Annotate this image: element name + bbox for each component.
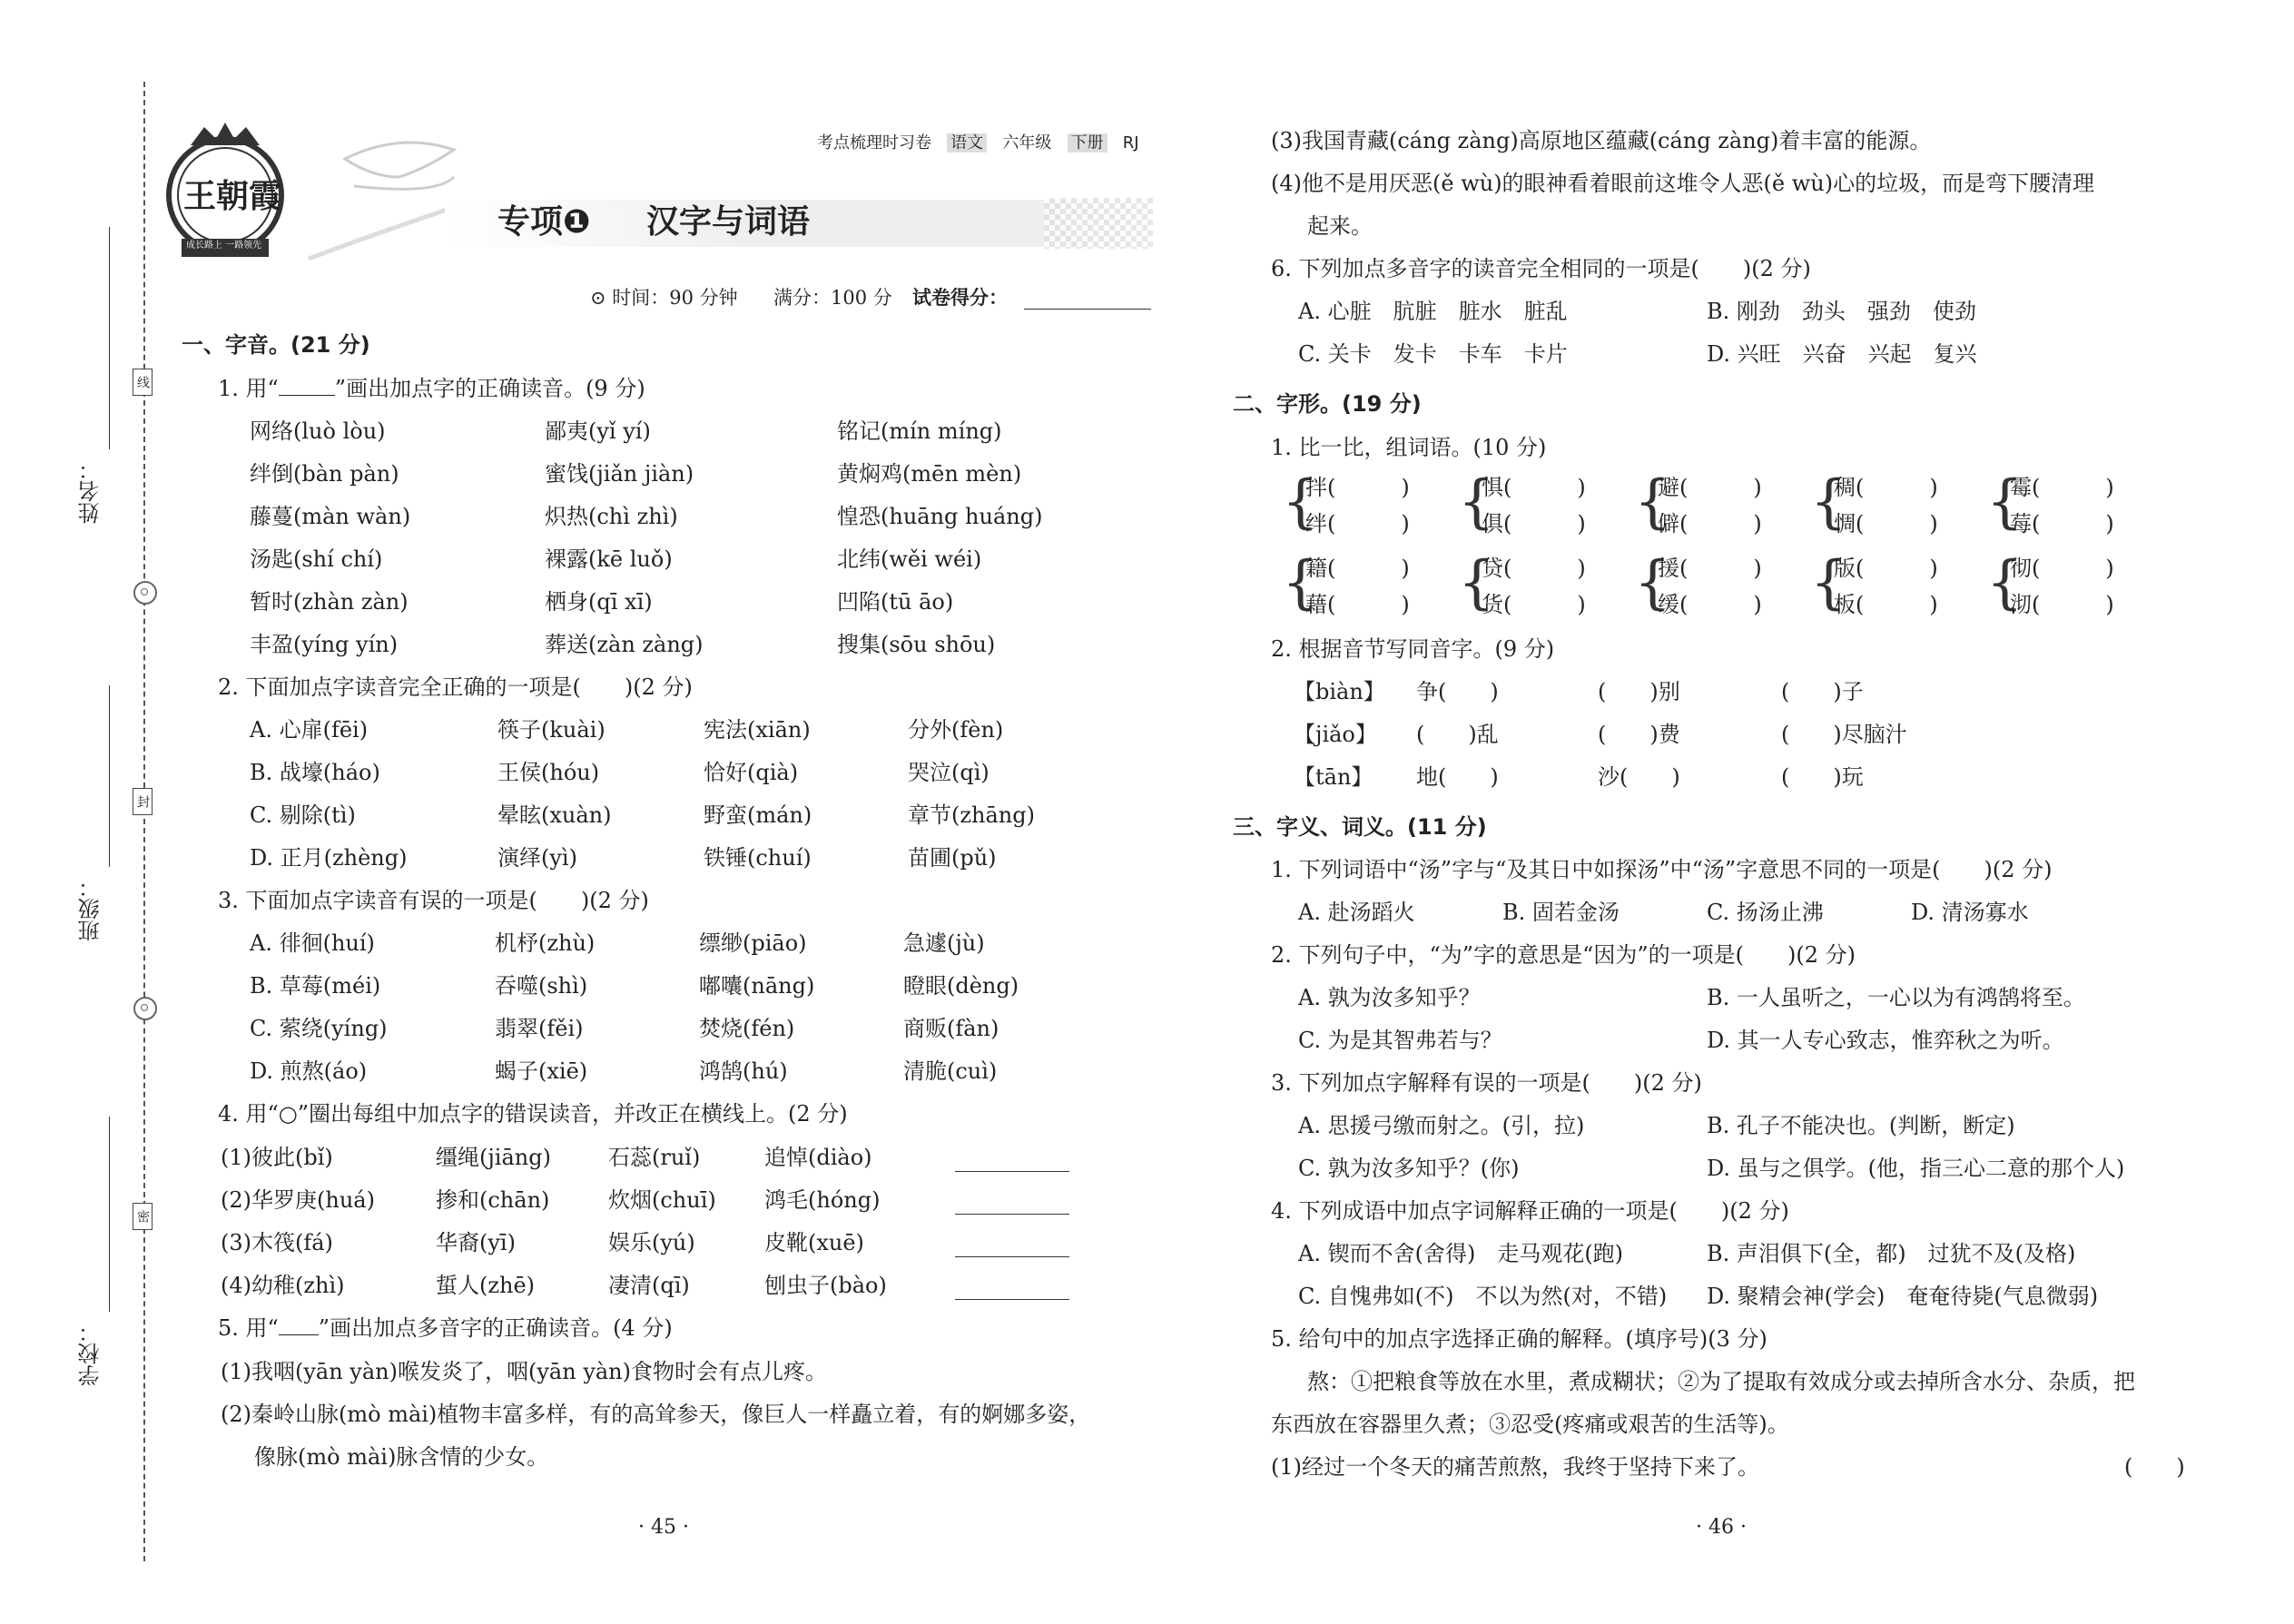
- q2-item: 恰好(qià): [704, 760, 799, 785]
- section-1-title: 一、字音。(21 分): [182, 332, 370, 358]
- q3-option-a[interactable]: A. 徘徊(huí): [250, 930, 375, 956]
- title-prefix: 专项❶: [497, 203, 591, 241]
- rosette-icon: [133, 581, 157, 605]
- paper-score-label: 试卷得分：: [912, 287, 1008, 309]
- q5-cont-line: (4)他不是用厌恶(ě wù)的眼神看着眼前这堆令人恶(ě wù)心的垃圾，而是弯下腰清理: [1271, 171, 2095, 196]
- q1-item: 藤蔓(màn wàn): [250, 504, 411, 529]
- q1-stem-post: ”画出加点字的正确读音。(9 分): [334, 376, 645, 401]
- q6-stem: 6. 下列加点多音字的读音完全相同的一项是( )(2 分): [1271, 256, 1811, 281]
- s3q4-stem: 4. 下列成语中加点字词解释正确的一项是( )(2 分): [1271, 1198, 1789, 1224]
- title-checker-pattern: [1044, 198, 1153, 249]
- q1-item: 蜜饯(jiǎn jiàn): [545, 461, 694, 487]
- q4-item: 娱乐(yú): [608, 1230, 695, 1255]
- s2q1-stem: 1. 比一比，组词语。(10 分): [1271, 435, 1547, 460]
- q1-stem-pre: 1. 用“: [218, 376, 279, 401]
- homophone-blank[interactable]: ( )玩: [1781, 764, 1864, 790]
- section-3-title: 三、字义、词义。(11 分): [1233, 814, 1487, 840]
- s3q4-option-c[interactable]: C. 自愧弗如(不) 不以为然(对，不错): [1298, 1284, 1668, 1309]
- q3-option-c[interactable]: C. 萦绕(yíng): [250, 1016, 388, 1041]
- q4-answer-line[interactable]: [955, 1299, 1069, 1300]
- compare-word[interactable]: 惆( ): [1834, 511, 1938, 536]
- q1-item: 炽热(chì zhì): [545, 504, 678, 529]
- compare-word[interactable]: 僻( ): [1658, 511, 1762, 536]
- s3q5-definition: 东西放在容器里久煮；③忍受(疼痛或艰苦的生活等)。: [1271, 1412, 1789, 1437]
- q3-item: 翡翠(fěi): [495, 1016, 584, 1041]
- q5-line: (2)秦岭山脉(mò mài)植物丰富多样，有的高耸参天，像巨人一样矗立着，有的婀娜多姿，: [221, 1402, 1091, 1427]
- q4-item: 缰绳(jiāng): [436, 1145, 551, 1170]
- compare-word[interactable]: 贷( ): [1482, 556, 1586, 581]
- section-2-title: 二、字形。(19 分): [1233, 391, 1422, 417]
- seal-secret: 密: [133, 1203, 153, 1230]
- homophone-blank[interactable]: ( )乱: [1416, 722, 1499, 747]
- s3q3-option-b[interactable]: B. 孔子不能决也。(判断，断定): [1707, 1113, 2015, 1138]
- meta-edition: RJ: [1122, 133, 1139, 153]
- homophone-blank[interactable]: 地( ): [1416, 764, 1499, 790]
- class-label: 班级：: [78, 876, 103, 941]
- q1-item: 汤匙(shí chí): [250, 546, 383, 572]
- q4-item: 皮靴(xuē): [764, 1230, 864, 1255]
- q2-option-b[interactable]: B. 战壕(háo): [250, 760, 380, 785]
- q3-item: 急遽(jù): [903, 930, 985, 956]
- page-title: 汉字与词语: [646, 203, 811, 241]
- q3-item: 商贩(fàn): [903, 1016, 999, 1041]
- q4-item: 刨虫子(bào): [764, 1273, 887, 1298]
- q1-item: 铭记(mín míng): [837, 418, 1002, 444]
- brace: {: [1634, 468, 1671, 536]
- s3q4-option-b[interactable]: B. 声泪俱下(全，都) 过犹不及(及格): [1707, 1241, 2076, 1266]
- q5-cont-line: 起来。: [1307, 213, 1373, 239]
- q4-item: 石蕊(ruǐ): [608, 1145, 701, 1170]
- q2-item: 苗圃(pǔ): [908, 845, 997, 871]
- binding-dashed-line: [143, 82, 145, 1561]
- q2-item: 王侯(hóu): [497, 760, 600, 785]
- s3q3-option-c[interactable]: C. 孰为汝多知乎？(你): [1298, 1156, 1520, 1181]
- s3q4-option-d[interactable]: D. 聚精会神(学会) 奄奄待毙(气息微弱): [1707, 1284, 2099, 1309]
- q1-item: 惶恐(huāng huáng): [837, 504, 1043, 529]
- compare-word[interactable]: 避( ): [1658, 475, 1762, 500]
- q1-item: 北纬(wěi wéi): [837, 546, 982, 572]
- q4-stem: 4. 用“○”圈出每组中加点字的错误读音，并改正在横线上。(2 分): [218, 1101, 848, 1127]
- meta-subject: 语文: [947, 133, 987, 153]
- compare-word[interactable]: 俱( ): [1482, 511, 1586, 536]
- q3-item: 瞪眼(dèng): [903, 973, 1019, 999]
- q2-item: 野蛮(mán): [704, 802, 812, 828]
- q4-item: 掺和(chān): [436, 1187, 550, 1213]
- compare-word[interactable]: 霉( ): [2010, 475, 2114, 500]
- q4-item: 凄清(qī): [608, 1273, 690, 1298]
- compare-word[interactable]: 籍( ): [1305, 556, 1410, 581]
- s3q1-stem: 1. 下列词语中“汤”字与“及其日中如探汤”中“汤”字意思不同的一项是( )(2 分): [1271, 857, 2053, 882]
- brace: {: [1986, 549, 2023, 616]
- compare-word[interactable]: 拌( ): [1305, 475, 1410, 500]
- homophone-blank[interactable]: 沙( ): [1598, 764, 1680, 790]
- q1-item: 鄙夷(yǐ yí): [545, 418, 651, 444]
- syllable-label: 【tān】: [1294, 764, 1373, 790]
- s3q3-option-a[interactable]: A. 思援弓缴而射之。(引，拉): [1298, 1113, 1585, 1138]
- q1-item: 搜集(sōu shōu): [837, 632, 996, 657]
- s3q3-stem: 3. 下列加点字解释有误的一项是( )(2 分): [1271, 1070, 1702, 1096]
- q3-item: 清脆(cuì): [903, 1058, 998, 1084]
- s3q4-option-a[interactable]: A. 锲而不舍(舍得) 走马观花(跑): [1298, 1241, 1624, 1266]
- q4-item: (1)彼此(bǐ): [221, 1145, 333, 1170]
- q4-answer-line[interactable]: [955, 1256, 1069, 1257]
- q5-cont-line: (3)我国青藏(cáng zàng)高原地区蕴藏(cáng zàng)着丰富的能源。: [1271, 128, 1932, 153]
- q3-item: 吞噬(shì): [495, 973, 588, 999]
- s3q1-option-c[interactable]: C. 扬汤止沸: [1707, 900, 1824, 925]
- homophone-blank[interactable]: ( )尽脑汁: [1781, 722, 1907, 747]
- q4-item: 鸿毛(hóng): [764, 1187, 881, 1213]
- q1-item: 栖身(qī xī): [545, 589, 653, 615]
- meta-series: 考点梳理时习卷: [817, 133, 931, 153]
- compare-word[interactable]: 货( ): [1482, 592, 1586, 617]
- brand-name: 王朝霞: [183, 177, 282, 215]
- s3q5-definition: 熬：①把粮食等放在水里，煮成糊状；②为了提取有效成分或去掉所含水分、杂质，把: [1307, 1369, 2135, 1394]
- q1-item: 绊倒(bàn pàn): [250, 461, 399, 487]
- q5-stem-post: ”画出加点多音字的正确读音。(4 分): [318, 1315, 673, 1341]
- q1-item: 暂时(zhàn zàn): [250, 589, 409, 615]
- s2q2-stem: 2. 根据音节写同音字。(9 分): [1271, 636, 1555, 662]
- q2-stem: 2. 下面加点字读音完全正确的一项是( )(2 分): [218, 674, 693, 700]
- brace: {: [1282, 468, 1319, 536]
- name-field-line[interactable]: [109, 227, 110, 449]
- q1-item: 网络(luò lòu): [250, 418, 386, 444]
- page-number-right: · 46 ·: [1696, 1516, 1747, 1539]
- class-field-line[interactable]: [109, 685, 110, 867]
- seal-line: 线: [133, 369, 153, 396]
- q5-stem: [218, 1314, 673, 1342]
- q2-item: 哭泣(qì): [908, 760, 989, 785]
- q3-stem: 3. 下面加点字读音有误的一项是( )(2 分): [218, 888, 649, 913]
- meta-grade: 六年级: [1002, 133, 1052, 153]
- page-number-left: · 45 ·: [638, 1516, 689, 1539]
- q2-item: 铁锤(chuí): [704, 845, 812, 871]
- brace: {: [1634, 549, 1671, 616]
- syllable-label: 【biàn】: [1294, 679, 1385, 704]
- q1-item: 凹陷(tū āo): [837, 589, 954, 615]
- school-label: 学校：: [78, 1321, 103, 1386]
- q4-item: (2)华罗庚(huá): [221, 1187, 375, 1213]
- q6-option-b[interactable]: B. 刚劲 劲头 强劲 使劲: [1707, 299, 1976, 324]
- s3q5-stem: 5. 给句中的加点字选择正确的解释。(填序号)(3 分): [1271, 1326, 1767, 1352]
- header-meta: [817, 130, 1139, 153]
- q1-stem: [218, 375, 645, 402]
- exam-time: ⊙ 时间：90 分钟: [590, 287, 738, 309]
- q3-item: 焚烧(fén): [699, 1016, 795, 1041]
- s3q2-option-c[interactable]: C. 为是其智弗若与？: [1298, 1028, 1502, 1053]
- q3-item: 嘟囔(nāng): [699, 973, 815, 999]
- s3q1-option-b[interactable]: B. 固若金汤: [1502, 900, 1620, 925]
- q2-option-a[interactable]: A. 心扉(fēi): [250, 717, 369, 743]
- underline-sample: [279, 395, 335, 396]
- s3q1-option-d[interactable]: D. 清汤寡水: [1911, 900, 2029, 925]
- q3-item: 蝎子(xiē): [495, 1058, 588, 1084]
- q6-option-d[interactable]: D. 兴旺 兴奋 兴起 复兴: [1707, 341, 1977, 367]
- q3-item: 鸿鹄(hú): [699, 1058, 788, 1084]
- homophone-blank[interactable]: ( )费: [1598, 722, 1680, 747]
- q5-line: (1)我咽(yān yàn)喉发炎了，咽(yān yàn)食物时会有点儿疼。: [221, 1359, 828, 1384]
- s3q2-stem: 2. 下列句子中，“为”字的意思是“因为”的一项是( )(2 分): [1271, 942, 1856, 968]
- seal-seal: 封: [133, 788, 153, 815]
- rosette-icon: [133, 997, 157, 1020]
- brace: {: [1810, 549, 1847, 616]
- compare-word[interactable]: 缓( ): [1658, 592, 1762, 617]
- q1-item: 丰盈(yíng yín): [250, 632, 399, 657]
- compare-word[interactable]: 沏( ): [2010, 592, 2114, 617]
- q4-item: 追悼(diào): [764, 1145, 872, 1170]
- brace: {: [1458, 549, 1495, 616]
- s3q3-option-d[interactable]: D. 虽与之俱学。(他，指三心二意的那个人): [1707, 1156, 2125, 1181]
- underline-sample: [279, 1334, 319, 1335]
- homophone-blank[interactable]: ( )子: [1781, 679, 1864, 704]
- q2-item: 演绎(yì): [497, 845, 577, 871]
- compare-word[interactable]: 彻( ): [2010, 556, 2114, 581]
- q2-option-c[interactable]: C. 剔除(tì): [250, 802, 356, 828]
- meta-volume: 下册: [1068, 133, 1108, 153]
- q3-option-d[interactable]: D. 煎熬(áo): [250, 1058, 368, 1084]
- exam-full-score: 满分：100 分: [773, 287, 892, 309]
- compare-word[interactable]: 稠( ): [1834, 475, 1938, 500]
- s3q5-answer-paren[interactable]: ( ): [2124, 1454, 2185, 1480]
- q4-item: 炊烟(chuī): [608, 1187, 716, 1213]
- q4-item: 蜇人(zhē): [436, 1273, 536, 1298]
- brace: {: [1986, 468, 2023, 536]
- q6-option-a[interactable]: A. 心脏 肮脏 脏水 脏乱: [1298, 299, 1568, 324]
- compare-word[interactable]: 援( ): [1658, 556, 1762, 581]
- q4-answer-line[interactable]: [955, 1171, 1069, 1172]
- q5-line: 像脉(mò mài)脉含情的少女。: [254, 1444, 549, 1470]
- brace: {: [1282, 549, 1319, 616]
- q2-item: 筷子(kuài): [497, 717, 605, 743]
- s3q2-option-b[interactable]: B. 一人虽听之，一心以为有鸿鹄将至。: [1707, 985, 2085, 1010]
- brand-motto: 成长路上 一路领先: [186, 241, 262, 251]
- q1-item: 裸露(kē luǒ): [545, 546, 673, 572]
- s3q2-option-d[interactable]: D. 其一人专心致志，惟弈秋之为听。: [1707, 1028, 2064, 1053]
- paper-score-field[interactable]: [1024, 309, 1151, 310]
- homophone-blank[interactable]: 争( ): [1416, 679, 1499, 704]
- q6-option-c[interactable]: C. 关卡 发卡 卡车 卡片: [1298, 341, 1568, 367]
- q5-stem-pre: 5. 用“: [218, 1315, 279, 1341]
- s3q2-option-a[interactable]: A. 孰为汝多知乎？: [1298, 985, 1481, 1010]
- syllable-label: 【jiǎo】: [1294, 722, 1377, 747]
- compare-word[interactable]: 藉( ): [1305, 592, 1410, 617]
- homophone-blank[interactable]: ( )别: [1598, 679, 1680, 704]
- q4-answer-line[interactable]: [955, 1214, 1069, 1215]
- compare-word[interactable]: 莓( ): [2010, 511, 2114, 536]
- q2-item: 章节(zhāng): [908, 802, 1035, 828]
- q4-item: (4)幼稚(zhì): [221, 1273, 345, 1298]
- q3-item: 缥缈(piāo): [699, 930, 807, 956]
- q2-item: 晕眩(xuàn): [497, 802, 612, 828]
- q4-item: (3)木筏(fá): [221, 1230, 333, 1255]
- s3q1-option-a[interactable]: A. 赴汤蹈火: [1298, 900, 1415, 925]
- name-label: 姓名：: [78, 458, 103, 524]
- q2-item: 宪法(xiān): [704, 717, 811, 743]
- q3-item: 机杼(zhù): [495, 930, 596, 956]
- brace: {: [1458, 468, 1495, 536]
- q2-option-d[interactable]: D. 正月(zhèng): [250, 845, 408, 871]
- compare-word[interactable]: 版( ): [1834, 556, 1938, 581]
- s3q5-item: (1)经过一个冬天的痛苦煎熬，我终于坚持下来了。: [1271, 1454, 1759, 1480]
- q3-option-b[interactable]: B. 草莓(méi): [250, 973, 381, 999]
- compare-word[interactable]: 板( ): [1834, 592, 1938, 617]
- q2-item: 分外(fèn): [908, 717, 1004, 743]
- brace: {: [1810, 468, 1847, 536]
- compare-word[interactable]: 绊( ): [1305, 511, 1410, 536]
- q1-item: 葬送(zàn zàng): [545, 632, 704, 657]
- q1-item: 黄焖鸡(mēn mèn): [837, 461, 1022, 487]
- school-field-line[interactable]: [109, 1117, 110, 1312]
- compare-word[interactable]: 惧( ): [1482, 475, 1586, 500]
- q4-item: 华裔(yī): [436, 1230, 516, 1255]
